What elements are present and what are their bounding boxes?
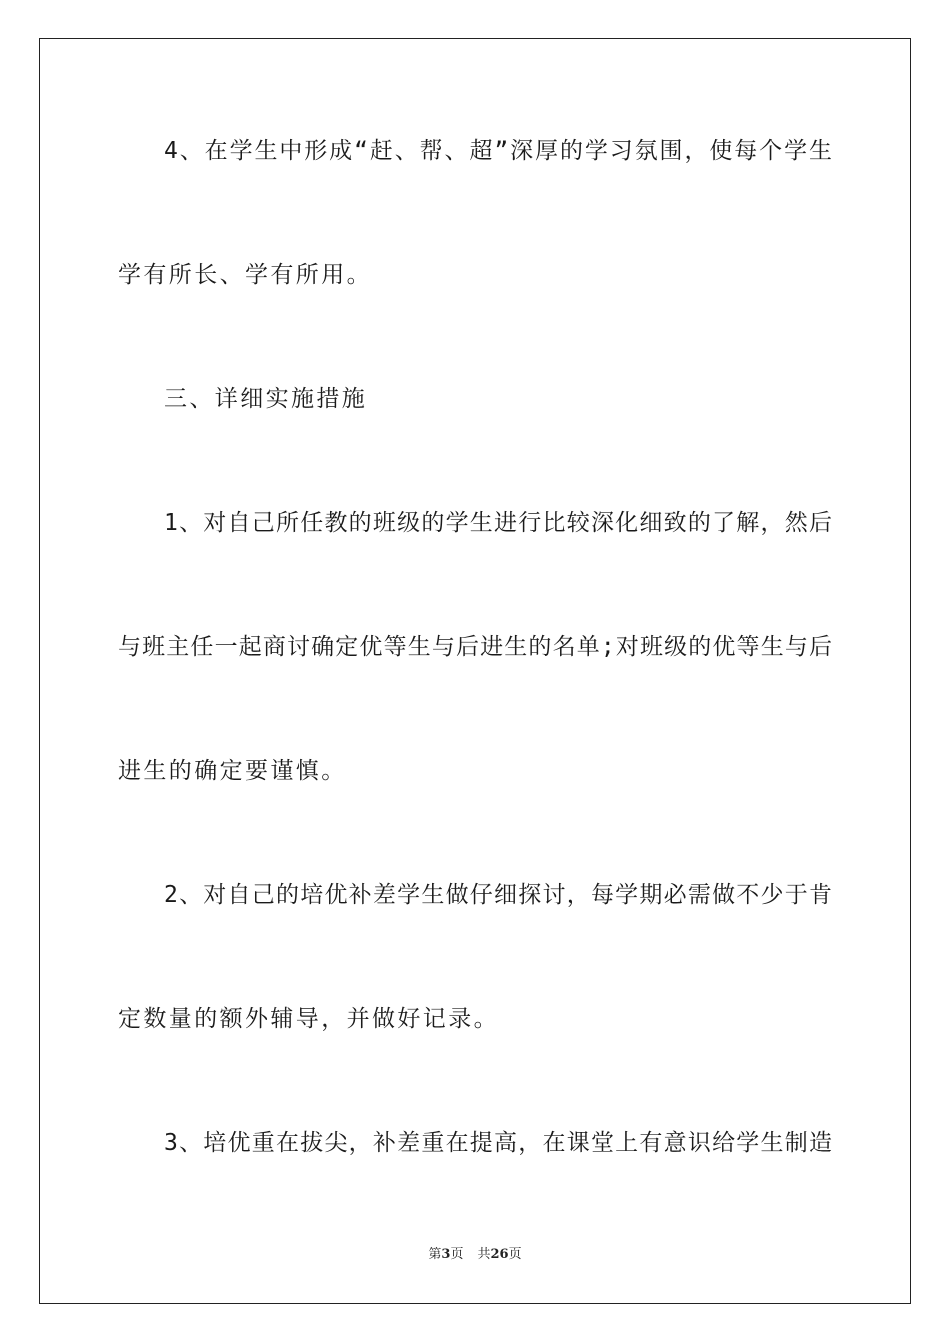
- measure-1-line-3: 进生的确定要谨慎。: [118, 758, 347, 784]
- page-footer: [0, 1246, 950, 1264]
- page-prefix: 第: [428, 1247, 442, 1262]
- measure-1-line-1: 1、对自己所任教的班级的学生进行比较深化细致的了解，然后: [164, 510, 832, 536]
- total-prefix: 共: [477, 1247, 491, 1262]
- page-border: [39, 38, 911, 1304]
- measure-2-line-1: 2、对自己的培优补差学生做仔细探讨，每学期必需做不少于肯: [164, 882, 832, 908]
- paragraph-4-line-2: 学有所长、学有所用。: [118, 262, 372, 288]
- section-heading: 三、详细实施措施: [164, 386, 368, 412]
- measure-1-line-2: 与班主任一起商讨确定优等生与后进生的名单;对班级的优等生与后: [118, 634, 832, 660]
- measure-3-line-1: 3、培优重在拔尖，补差重在提高，在课堂上有意识给学生制造: [164, 1130, 832, 1156]
- page-number: 3: [441, 1247, 451, 1262]
- total-pages: 26: [490, 1247, 509, 1262]
- paragraph-4-line-1: 4、在学生中形成“赶、帮、超”深厚的学习氛围，使每个学生: [164, 138, 832, 164]
- measure-2-line-2: 定数量的额外辅导，并做好记录。: [118, 1006, 499, 1032]
- page-suffix: 页: [450, 1247, 464, 1262]
- total-suffix: 页: [508, 1247, 522, 1262]
